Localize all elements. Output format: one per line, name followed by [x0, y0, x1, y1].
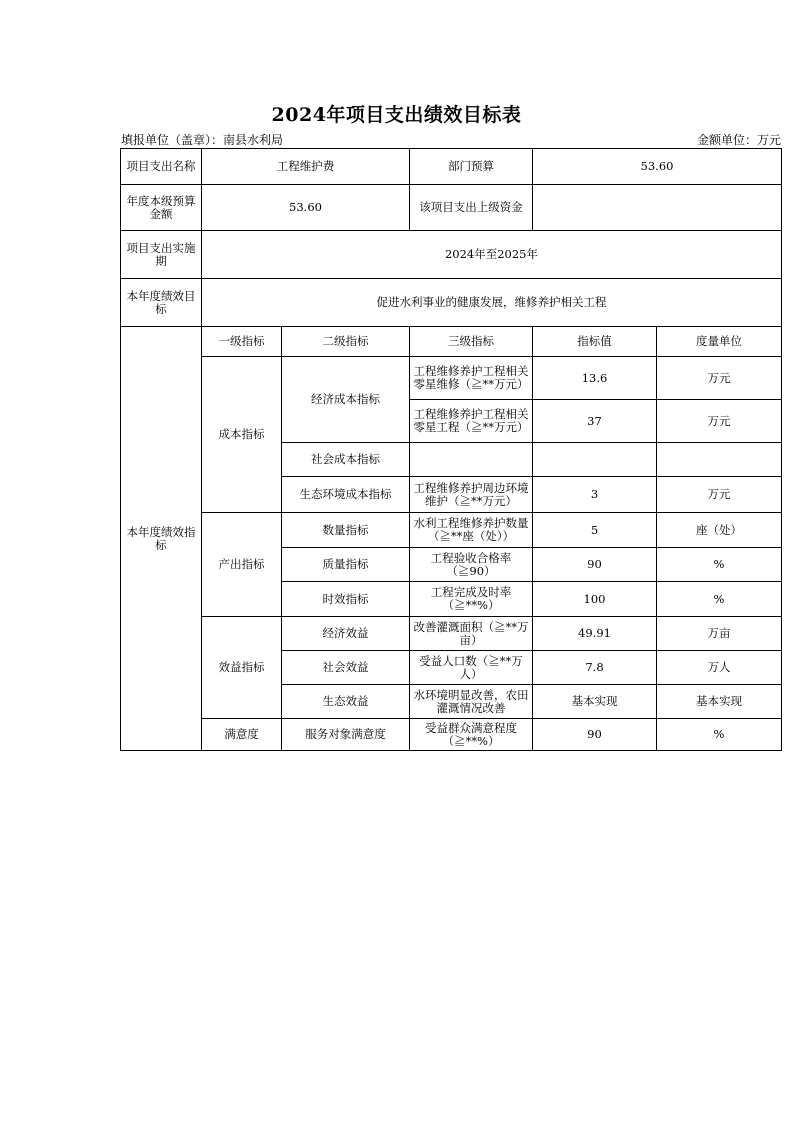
header-unit: 度量单位 [657, 327, 782, 357]
level3-cell: 水利工程维修养护数量（≧**座（处）） [410, 513, 533, 548]
goal-label: 本年度绩效目标 [121, 279, 202, 327]
level2-cell: 数量指标 [282, 513, 410, 548]
amount-unit: 金额单位：万元 [696, 133, 781, 147]
level2-cell: 经济效益 [282, 617, 410, 651]
upper-funds-value [533, 185, 782, 231]
page-title: 2024年项目支出绩效目标表 [271, 104, 522, 126]
level1-cost: 成本指标 [202, 357, 282, 513]
level2-cell: 时效指标 [282, 582, 410, 617]
level3-cell: 工程验收合格率（≧90） [410, 548, 533, 582]
value-cell: 100 [533, 582, 657, 617]
level1-output: 产出指标 [202, 513, 282, 617]
dept-budget-label: 部门预算 [410, 149, 533, 185]
level2-cell: 社会成本指标 [282, 443, 410, 477]
reporting-unit: 填报单位（盖章）：南县水利局 [121, 133, 284, 147]
value-cell [533, 443, 657, 477]
level3-cell: 受益人口数（≧**万人） [410, 651, 533, 685]
header-value: 指标值 [533, 327, 657, 357]
value-cell: 3 [533, 477, 657, 513]
level1-benefit: 效益指标 [202, 617, 282, 719]
performance-table [120, 148, 782, 751]
header-level2: 二级指标 [282, 327, 410, 357]
level2-cell: 社会效益 [282, 651, 410, 685]
value-cell: 90 [533, 548, 657, 582]
project-name-label: 项目支出名称 [121, 149, 202, 185]
unit-cell: 万人 [657, 651, 782, 685]
dept-budget-value: 53.60 [533, 149, 782, 185]
unit-cell: 座（处） [657, 513, 782, 548]
value-cell: 49.91 [533, 617, 657, 651]
level3-cell: 工程完成及时率（≧**%） [410, 582, 533, 617]
unit-cell: 万元 [657, 400, 782, 443]
level3-cell: 水环境明显改善，农田灌溉情况改善 [410, 685, 533, 719]
value-cell: 7.8 [533, 651, 657, 685]
value-cell: 90 [533, 719, 657, 751]
header-level3: 三级指标 [410, 327, 533, 357]
unit-cell: % [657, 548, 782, 582]
goal-value: 促进水利事业的健康发展，维修养护相关工程 [202, 279, 782, 327]
level3-cell: 工程维修养护工程相关零星工程（≧**万元） [410, 400, 533, 443]
project-name-value: 工程维护费 [202, 149, 410, 185]
period-label: 项目支出实施期 [121, 231, 202, 279]
annual-budget-value: 53.60 [202, 185, 410, 231]
unit-cell: 万元 [657, 357, 782, 400]
unit-cell: 万元 [657, 477, 782, 513]
level3-cell: 工程维修养护工程相关零星维修（≧**万元） [410, 357, 533, 400]
value-cell: 5 [533, 513, 657, 548]
upper-funds-label: 该项目支出上级资金 [410, 185, 533, 231]
level2-cell: 生态环境成本指标 [282, 477, 410, 513]
level3-cell: 受益群众满意程度（≧**%） [410, 719, 533, 751]
value-cell: 基本实现 [533, 685, 657, 719]
level3-cell: 工程维修养护周边环境维护（≧**万元） [410, 477, 533, 513]
value-cell: 13.6 [533, 357, 657, 400]
unit-cell: 万亩 [657, 617, 782, 651]
level2-cell: 质量指标 [282, 548, 410, 582]
header-level1: 一级指标 [202, 327, 282, 357]
unit-cell: % [657, 719, 782, 751]
level3-cell: 改善灌溉面积（≧**万亩） [410, 617, 533, 651]
level2-cell: 经济成本指标 [282, 357, 410, 443]
unit-cell: 基本实现 [657, 685, 782, 719]
value-cell: 37 [533, 400, 657, 443]
annual-budget-label: 年度本级预算金额 [121, 185, 202, 231]
level3-cell [410, 443, 533, 477]
level1-satisfaction: 满意度 [202, 719, 282, 751]
level2-cell: 生态效益 [282, 685, 410, 719]
indicators-section-label: 本年度绩效指标 [121, 327, 202, 751]
unit-cell [657, 443, 782, 477]
period-value: 2024年至2025年 [202, 231, 782, 279]
level2-cell: 服务对象满意度 [282, 719, 410, 751]
unit-cell: % [657, 582, 782, 617]
